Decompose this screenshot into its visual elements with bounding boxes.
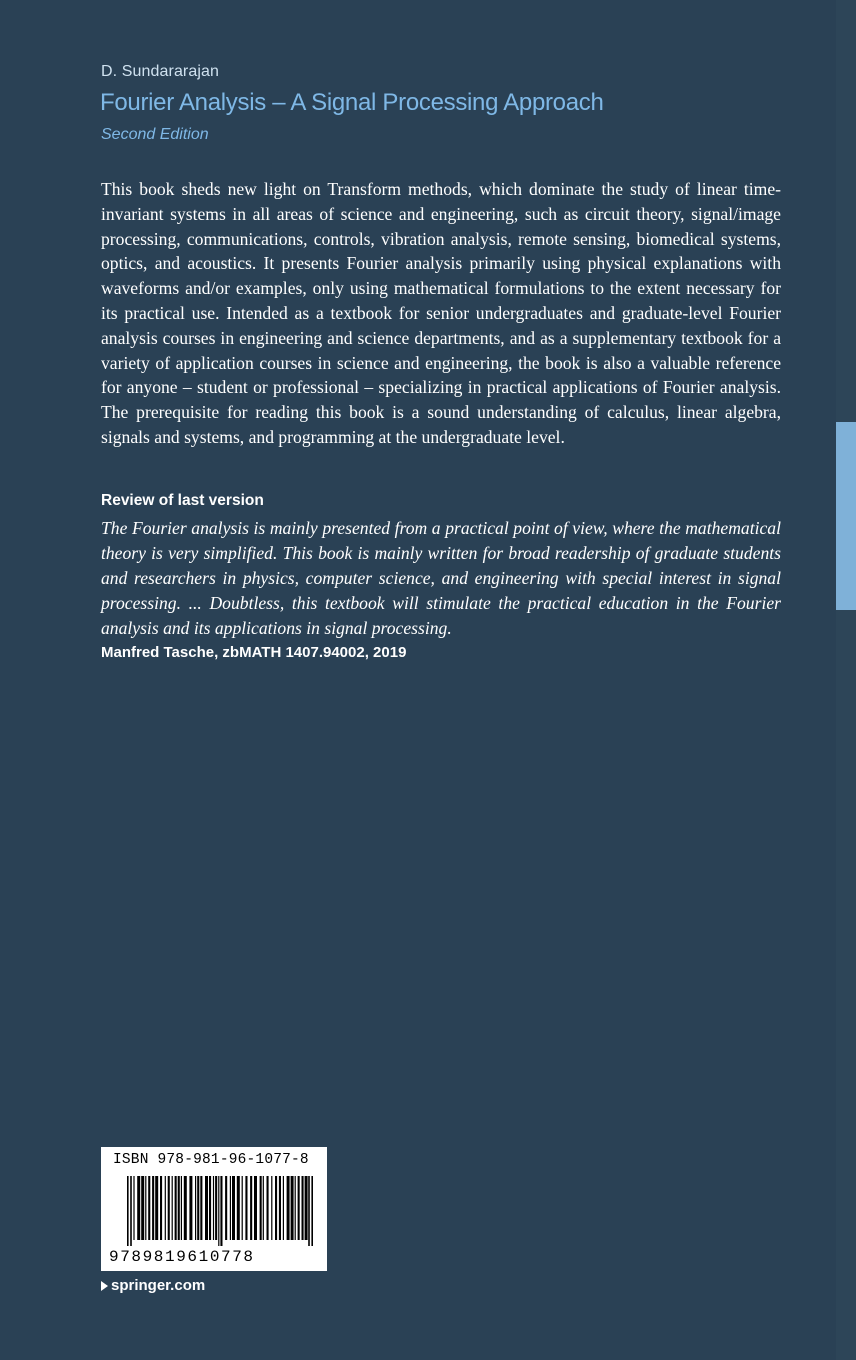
- spine-edge: [836, 0, 856, 1360]
- barcode-bar: [178, 1176, 180, 1240]
- barcode-bar: [220, 1176, 222, 1246]
- barcode-bar: [230, 1176, 231, 1240]
- barcode-bar: [127, 1176, 129, 1246]
- isbn-barcode: [101, 1147, 327, 1271]
- barcode-bar: [130, 1176, 132, 1246]
- edition-label: Second Edition: [101, 126, 209, 143]
- barcode-bar: [245, 1176, 247, 1240]
- barcode-bar: [213, 1176, 214, 1240]
- barcode-bar: [279, 1176, 281, 1240]
- barcode-bar: [275, 1176, 277, 1240]
- arrow-right-icon: [101, 1281, 108, 1291]
- barcode-bar: [291, 1176, 294, 1240]
- barcode-bar: [197, 1176, 199, 1240]
- barcode-bar: [260, 1176, 262, 1240]
- barcode-bar: [287, 1176, 290, 1240]
- isbn-label: ISBN 978-981-96-1077-8: [113, 1152, 309, 1168]
- barcode-bar: [189, 1176, 192, 1240]
- barcode-bar: [250, 1176, 252, 1240]
- author-name: D. Sundararajan: [101, 63, 220, 80]
- spine-accent-band: [836, 422, 856, 610]
- barcode-bar: [254, 1176, 257, 1240]
- barcode-bar: [298, 1176, 300, 1240]
- barcode-bar: [148, 1176, 150, 1240]
- barcode-bar: [181, 1176, 182, 1240]
- barcode-bar: [242, 1176, 243, 1240]
- barcode-bar: [195, 1176, 196, 1240]
- barcode-bar: [311, 1176, 313, 1246]
- barcode-bar: [172, 1176, 173, 1240]
- barcode-bar: [141, 1176, 144, 1240]
- barcode-bar: [200, 1176, 202, 1240]
- barcode-bar: [295, 1176, 296, 1240]
- barcode-bar: [205, 1176, 208, 1240]
- barcode-bar: [137, 1176, 140, 1240]
- barcode-digits: 9789819610778: [109, 1248, 255, 1266]
- barcode-bar: [267, 1176, 269, 1240]
- barcode-bar: [175, 1176, 177, 1240]
- review-heading: Review of last version: [101, 492, 264, 509]
- book-description: This book sheds new light on Transform methods, which dominate the study of linear time-invariant systems in all areas of science and engineering, such as circuit theory, signal/image processing, communications, controls, vibration analysis, remote sensing, biomedical systems, optics, and acoustics. It presents Fourier analysis primarily using physical explanations with waveforms and/or examples, only using mathematical formulations to the extent necessary for its practical use. Intended as a textbook for senior undergraduates and graduate-level Fourier analysis courses in engineering and science departments, and as a supplementary textbook for a variety of application courses in science and engineering, the book is also a valuable reference for anyone – student or professional – specializing in practical applications of Fourier analysis. The prerequisite for reading this book is a sound understanding of calculus, linear algebra, signals and systems, and programming at the undergraduate level.: [101, 179, 781, 447]
- barcode-bar: [237, 1176, 240, 1240]
- book-title: Fourier Analysis – A Signal Processing Approach: [100, 89, 604, 116]
- barcode-bar: [302, 1176, 304, 1240]
- barcode-bar: [225, 1176, 227, 1240]
- barcode-bar: [305, 1176, 308, 1240]
- barcode-bar: [145, 1176, 146, 1240]
- barcode-bar: [160, 1176, 162, 1240]
- barcode-bar: [168, 1176, 170, 1240]
- barcode-bar: [133, 1176, 134, 1240]
- barcode-bar: [184, 1176, 187, 1240]
- publisher-link-label: springer.com: [111, 1277, 206, 1294]
- barcode-bar: [155, 1176, 158, 1240]
- review-source: Manfred Tasche, zbMATH 1407.94002, 2019: [101, 644, 407, 661]
- barcode-bar: [215, 1176, 217, 1240]
- barcode-bar: [232, 1176, 235, 1240]
- barcode-bar: [271, 1176, 272, 1240]
- review-quote: The Fourier analysis is mainly presented from a practical point of view, where the mathematical theory is very simplified. This book is mainly written for broad readership of graduate students and researchers in physics, computer science, and engineering with special interest in signal processing. ... Doubtless, this textbook will stimulate the practical education in the Fourier analysis and its applications in signal processing.: [101, 518, 781, 638]
- barcode-bar: [209, 1176, 211, 1240]
- barcode-bar: [263, 1176, 264, 1240]
- barcode-bar: [152, 1176, 154, 1240]
- barcode-bar: [283, 1176, 284, 1240]
- barcode-bar: [218, 1176, 219, 1246]
- barcode-bar: [165, 1176, 166, 1240]
- barcode-bar: [308, 1176, 310, 1246]
- publisher-link[interactable]: [101, 1277, 205, 1294]
